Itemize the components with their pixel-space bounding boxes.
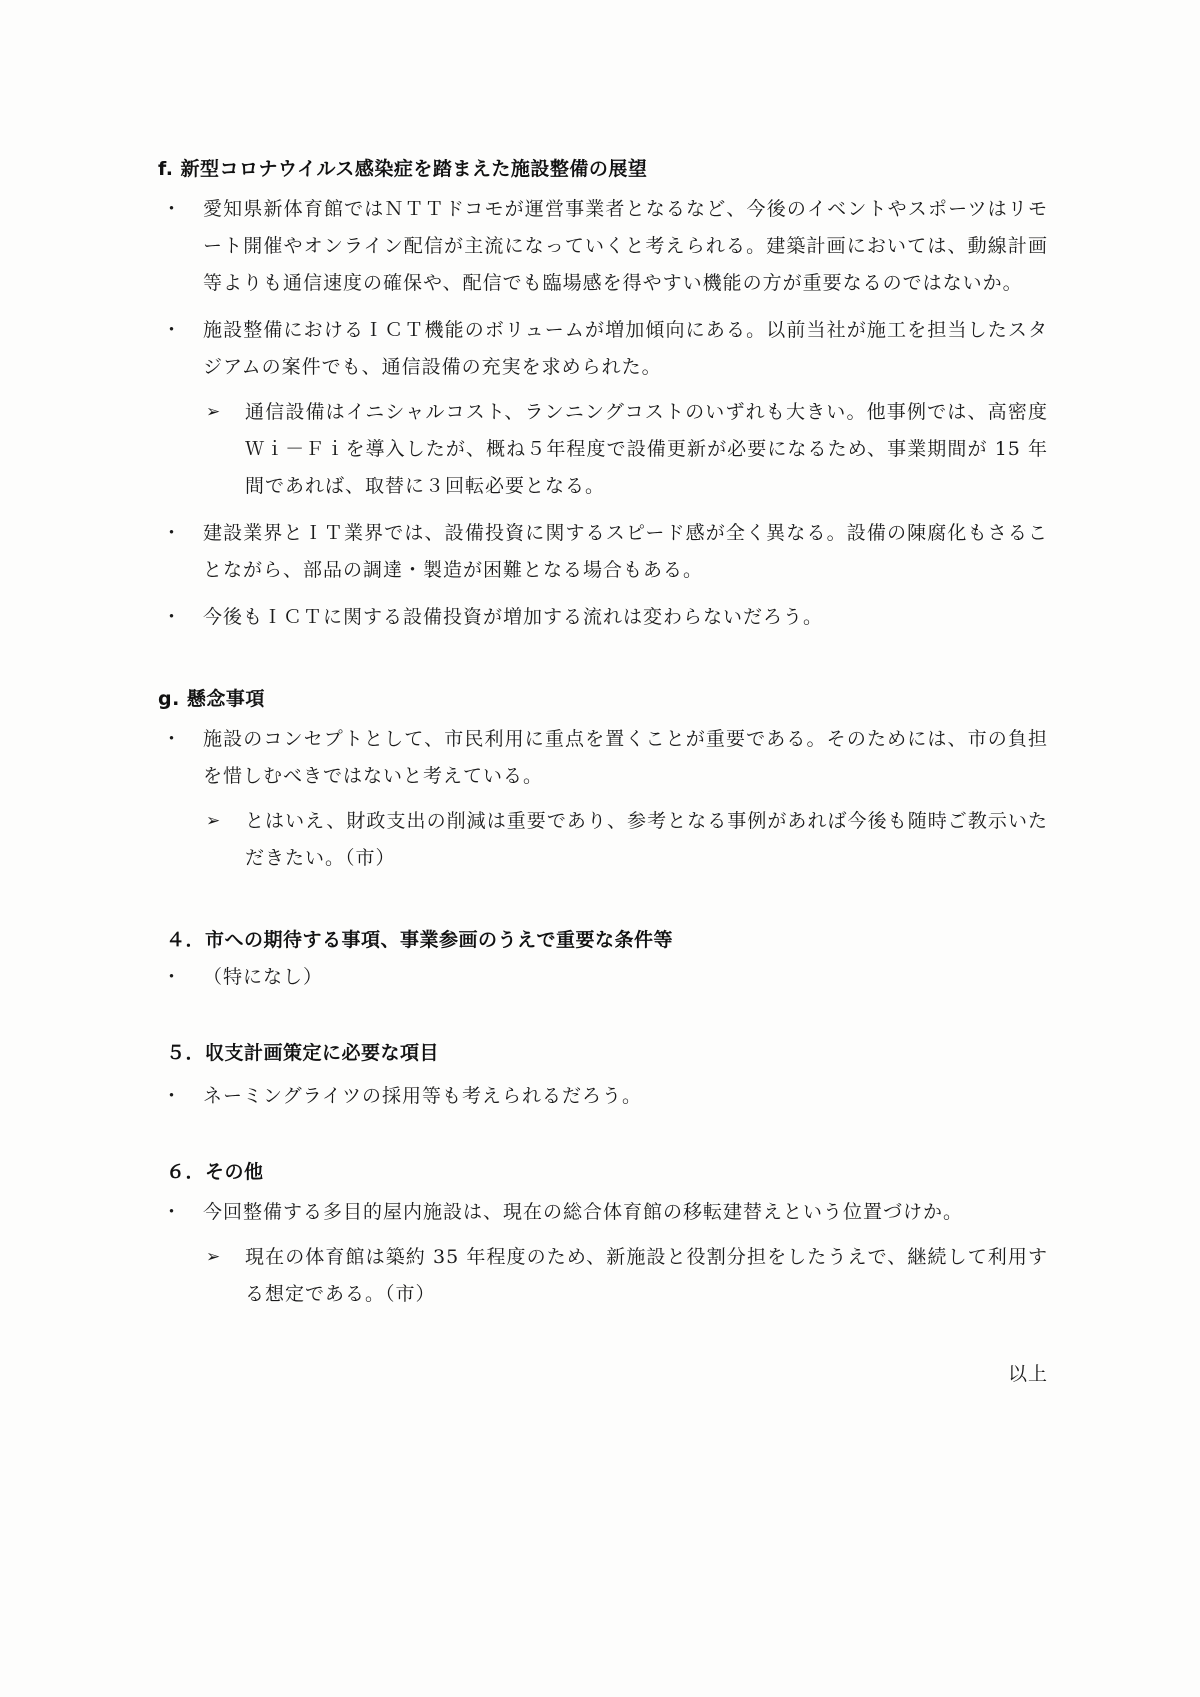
list-item [158, 515, 1048, 589]
sub-note-text: 通信設備はイニシャルコスト、ランニングコストのいずれも大きい。他事例では、高密度Ｗｉ－Ｆｉを導入したが、概ね５年程度で設備更新が必要になるため、事業期間が 15 年間であれば、取替に３回転必要となる。 [245, 401, 1048, 497]
list-item [158, 599, 1048, 636]
section-f-heading: f. 新型コロナウイルス感染症を踏まえた施設整備の展望 [158, 158, 648, 180]
list-item-text: 今後もＩＣＴに関する設備投資が増加する流れは変わらないだろう。 [203, 606, 824, 628]
bullet-mark: ・ [162, 1085, 183, 1107]
list-item-text: ネーミングライツの採用等も考えられるだろう。 [203, 1085, 643, 1107]
section-4-heading: ４．市への期待する事項、事業参画のうえで重要な条件等 [166, 929, 674, 951]
list-item-text: 施設整備におけるＩＣＴ機能のボリュームが増加傾向にある。以前当社が施工を担当したスタジアムの案件でも、通信設備の充実を求められた。 [203, 319, 1048, 378]
document-body [158, 154, 1048, 1386]
section-g-heading: g. 懸念事項 [158, 688, 265, 710]
section-6-heading: ６．その他 [166, 1161, 264, 1183]
list-item [158, 1078, 1048, 1115]
list-item [158, 959, 1048, 996]
sub-note [158, 803, 1048, 877]
bullet-mark: ・ [162, 522, 183, 544]
bullet-mark: ・ [162, 319, 183, 341]
list-item [158, 312, 1048, 386]
bullet-mark: ・ [162, 606, 183, 628]
bullet-mark: ・ [162, 1201, 183, 1223]
arrow-bullet-icon: ➢ [206, 402, 222, 422]
sub-note [158, 1239, 1048, 1313]
list-item-text: 愛知県新体育館ではＮＴＴドコモが運営事業者となるなど、今後のイベントやスポーツはリモート開催やオンライン配信が主流になっていくと考えられる。建築計画においては、動線計画等よりも通信速度の確保や、配信でも臨場感を得やすい機能の方が重要なるのではないか。 [203, 198, 1048, 294]
sub-note [158, 394, 1048, 505]
arrow-bullet-icon: ➢ [206, 1247, 222, 1267]
bullet-mark: ・ [162, 966, 183, 988]
closing-mark: 以上 [1007, 1363, 1048, 1385]
sub-note-text: とはいえ、財政支出の削減は重要であり、参考となる事例があれば今後も随時ご教示いただきたい。（市） [245, 810, 1048, 869]
list-item [158, 1194, 1048, 1231]
bullet-mark: ・ [162, 198, 183, 220]
list-item [158, 721, 1048, 795]
list-item-text: 今回整備する多目的屋内施設は、現在の総合体育館の移転建替えという位置づけか。 [203, 1201, 964, 1223]
list-item-text: 施設のコンセプトとして、市民利用に重点を置くことが重要である。そのためには、市の負担を惜しむべきではないと考えている。 [203, 728, 1048, 787]
section-5-heading: ５．収支計画策定に必要な項目 [166, 1042, 440, 1064]
list-item-text: （特になし） [203, 966, 324, 988]
list-item-text: 建設業界とＩＴ業界では、設備投資に関するスピード感が全く異なる。設備の陳腐化もさることながら、部品の調達・製造が困難となる場合もある。 [203, 522, 1048, 581]
list-item [158, 191, 1048, 302]
arrow-bullet-icon: ➢ [206, 811, 222, 831]
sub-note-text: 現在の体育館は築約 35 年程度のため、新施設と役割分担をしたうえで、継続して利用する想定である。（市） [245, 1246, 1048, 1305]
bullet-mark: ・ [162, 728, 183, 750]
